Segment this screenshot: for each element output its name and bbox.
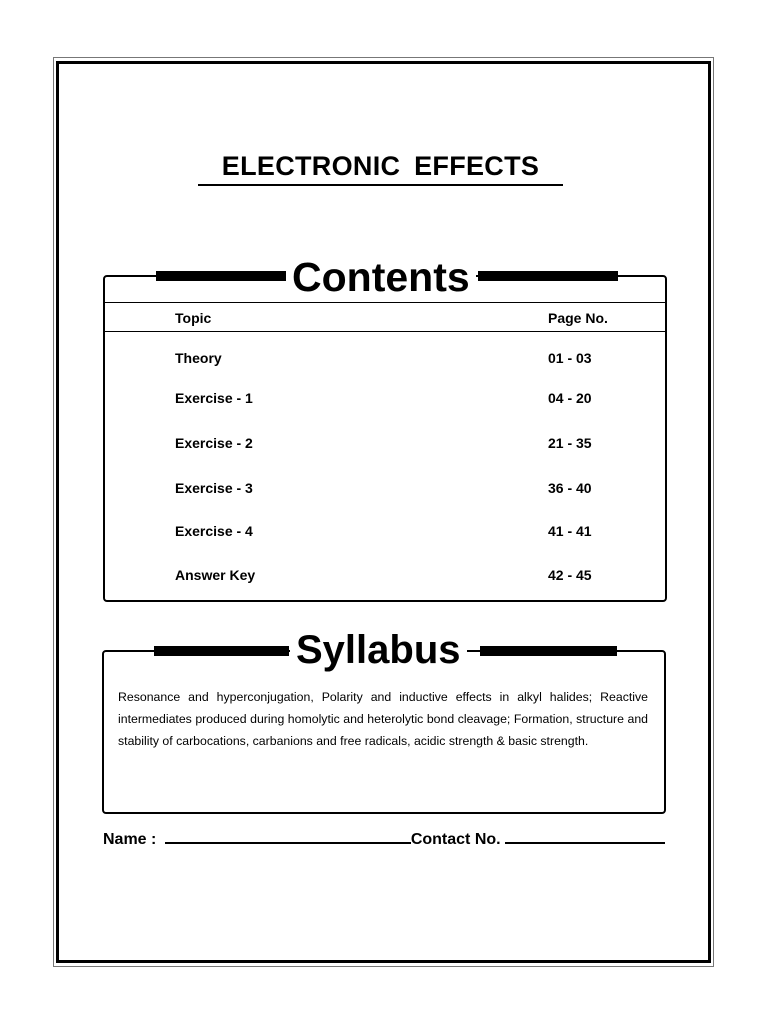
name-field[interactable] (165, 826, 411, 844)
contents-heading: Contents (286, 254, 476, 300)
student-info-line (103, 826, 665, 849)
topic-column-header: Topic (175, 310, 212, 326)
contact-label: Contact No. (410, 831, 501, 848)
syllabus-heading: Syllabus (290, 627, 467, 673)
contents-row-topic: Exercise - 4 (175, 523, 253, 539)
contents-row-pages: 01 - 03 (548, 350, 592, 366)
contents-row-topic: Theory (175, 350, 222, 366)
contents-row-pages: 42 - 45 (548, 567, 592, 583)
contents-row-pages: 36 - 40 (548, 480, 592, 496)
contents-bar-right (478, 271, 618, 281)
syllabus-text: Resonance and hyperconjugation, Polarity and inductive effects in alkyl halides; Reactive intermediates produced during homolytic and heterolytic bond cleavage; Formation, structure and stability of carbocations, carbanions and free radicals, acidic strength & basic strength. (118, 690, 648, 748)
contents-row-topic: Answer Key (175, 567, 256, 583)
page-column-header: Page No. (548, 310, 608, 326)
contact-field[interactable] (505, 826, 665, 844)
contents-row-pages: 21 - 35 (548, 435, 592, 451)
syllabus-bar-right (480, 646, 617, 656)
contents-row-pages: 41 - 41 (548, 523, 592, 539)
syllabus-bar-left (154, 646, 289, 656)
contents-row-pages: 04 - 20 (548, 390, 592, 406)
name-label: Name : (103, 831, 157, 848)
contents-row-topic: Exercise - 3 (175, 480, 253, 496)
contents-row-topic: Exercise - 2 (175, 435, 253, 451)
contents-bar-left (156, 271, 288, 281)
document-title: ELECTRONIC EFFECTS (198, 148, 563, 186)
contents-row-topic: Exercise - 1 (175, 390, 253, 406)
